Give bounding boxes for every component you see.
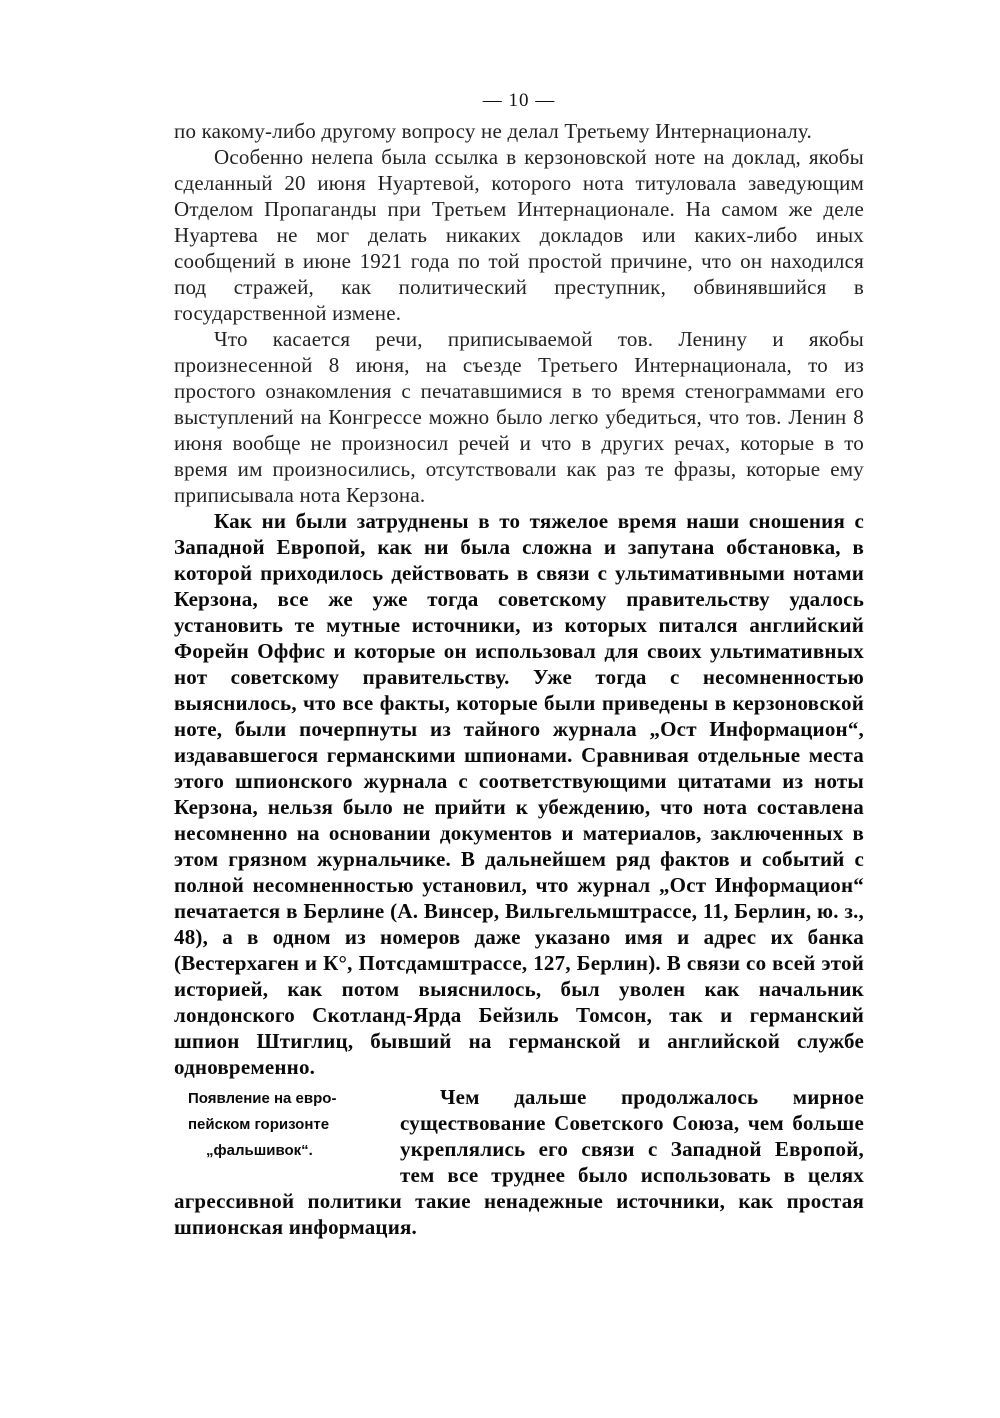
paragraph-continuation: по какому-либо другому вопросу не делал Третьему Интернационалу.: [174, 119, 812, 143]
book-page: [174, 88, 864, 1240]
paragraph-ost-information: Как ни были затруднены в то тяжелое время наши сношения с Западной Европой, как ни была сложна и запутана обстановка, в которой приходилось действовать в связи с ультимативными нотами Керзона, все же уже тогда советскому правительству удалось установить те мутные источники, из которых питался английский Форейн Оффис и которые он использовал для своих ультимативных нот советскому правительству. Уже тогда с несомненностью выяснилось, что все факты, которые были приведены в керзоновской ноте, были почерпнуты из тайного журнала „Ост Информацион“, издававшегося германскими шпионами. Сравнивая отдельные места этого шпионского журнала с соответствующими цитатами из ноты Керзона, нельзя было не прийти к убеждению, что нота составлена несомненно на основании документов и материалов, заключенных в этом грязном журнальчике. В дальнейшем ряд фактов и событий с полной несомненностью установил, что журнал „Ост Информацион“ печатается в Берлине (А. Винсер, Вильгельмштрассе, 11, Берлин, ю. з., 48), а в одном из номеров даже указано имя и адрес их банка (Вестерхаген и К°, Потсдамштрассе, 127, Берлин). В связи со всей этой историей, как потом выяснилось, был уволен как начальник лондонского Скотланд-Ярда Бейзиль Томсон, так и германский шпион Штиглиц, бывший на германской и английской службе одновременно.: [174, 509, 864, 1079]
margin-heading-line: пейском горизонте: [188, 1116, 330, 1133]
page-number: — 10 —: [482, 90, 556, 111]
sidenote-block: [174, 1084, 864, 1240]
margin-heading-line: „фальшивок“.: [206, 1142, 313, 1159]
paragraph-forgeries: Чем дальше продолжалось мирное существование Советского Союза, чем больше укреплялись его связи с Западной Европой, тем все труднее было использовать в целях агрессивной политики такие ненадежные источники, как простая шпионская информация.: [174, 1085, 864, 1239]
margin-heading: [188, 1086, 386, 1164]
paragraph-nuorteva-report: Особенно нелепа была ссылка в керзоновской ноте на доклад, якобы сделанный 20 июня Нуартевой, которого нота титуловала заведующим Отделом Пропаганды при Третьем Интернационале. На самом же деле Нуартева не мог делать никаких докладов или каких-либо иных сообщений в июне 1921 года по той простой причине, что он находился под стражей, как политический преступник, обвинявшийся в государственной измене.: [174, 145, 864, 325]
margin-heading-line: Появление на евро-: [188, 1090, 337, 1107]
paragraph-lenin-speech: Что касается речи, приписываемой тов. Ленину и якобы произнесенной 8 июня, на съезде Третьего Интернационала, то из простого ознакомления с печатавшимися в то время стенограммами его выступлений на Конгрессе можно было легко убедиться, что тов. Ленин 8 июня вообще не произносил речей и что в других речах, которые в то время им произносились, отсутствовали как раз те фразы, которые ему приписывала нота Керзона.: [174, 327, 864, 507]
